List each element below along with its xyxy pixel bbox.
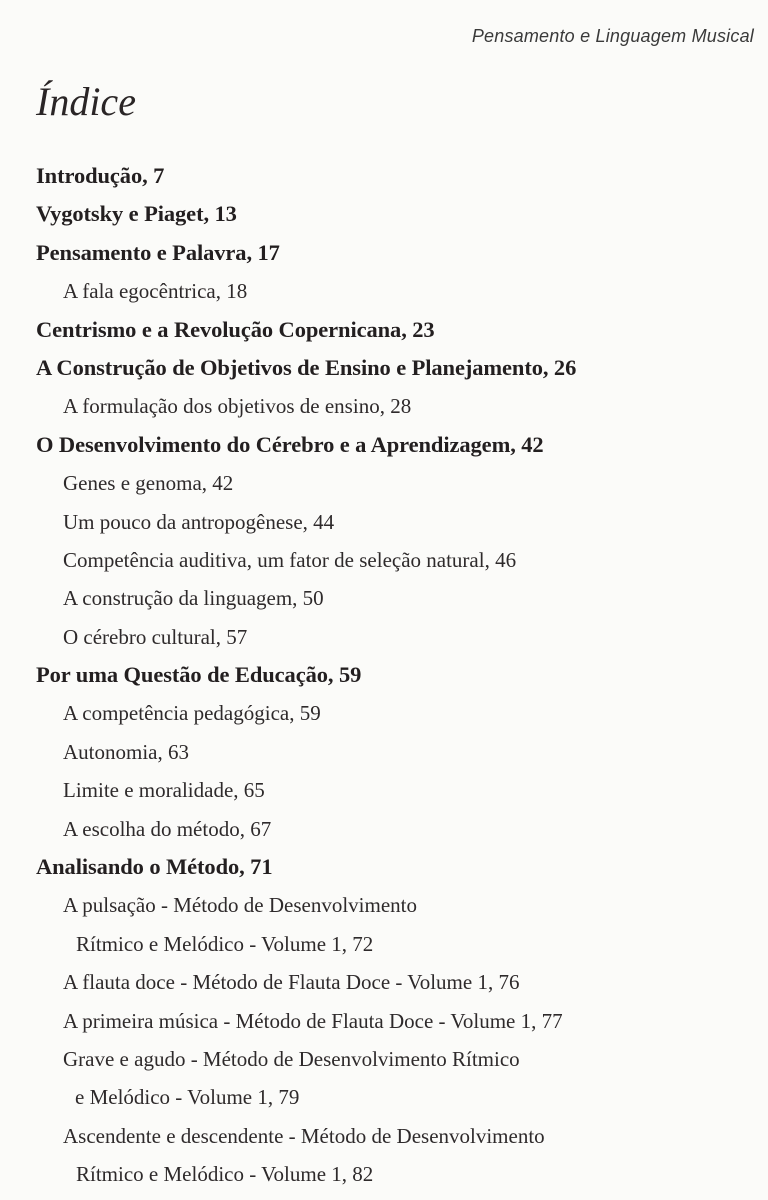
toc-section-ascendente-descendente-continuation: Rítmico e Melódico - Volume 1, 82	[76, 1162, 374, 1187]
toc-section-flauta-doce: A flauta doce - Método de Flauta Doce - Volume 1, 76	[63, 970, 520, 995]
index-title: Índice	[36, 79, 136, 124]
toc-chapter-questao-educacao: Por uma Questão de Educação, 59	[36, 662, 362, 688]
table-of-contents	[0, 157, 768, 1194]
toc-section-pulsacao: A pulsação - Método de Desenvolvimento	[63, 893, 418, 918]
toc-section-escolha-metodo: A escolha do método, 67	[63, 816, 272, 841]
toc-section-construcao-linguagem: A construção da linguagem, 50	[63, 586, 324, 611]
toc-section-autonomia: Autonomia, 63	[63, 739, 189, 764]
toc-section-antropogenese: Um pouco da antropogênese, 44	[63, 509, 335, 534]
toc-section-grave-agudo: Grave e agudo - Método de Desenvolvimento Rítmico	[63, 1046, 520, 1071]
toc-section-primeira-musica: A primeira música - Método de Flauta Doce - Volume 1, 77	[63, 1008, 563, 1033]
toc-section-cerebro-cultural: O cérebro cultural, 57	[63, 624, 248, 649]
toc-section-ascendente-descendente: Ascendente e descendente - Método de Desenvolvimento	[63, 1123, 545, 1148]
toc-section-limite-moralidade: Limite e moralidade, 65	[63, 778, 265, 803]
toc-section-competencia-auditiva: Competência auditiva, um fator de seleção natural, 46	[63, 547, 517, 572]
toc-section-grave-agudo-continuation: e Melódico - Volume 1, 79	[75, 1085, 300, 1110]
toc-section-formulacao-objetivos: A formulação dos objetivos de ensino, 28	[63, 394, 412, 419]
toc-section-genes-genoma: Genes e genoma, 42	[63, 471, 234, 496]
toc-chapter-pensamento-palavra: Pensamento e Palavra, 17	[36, 239, 280, 265]
toc-chapter-vygotsky-piaget: Vygotsky e Piaget, 13	[36, 201, 237, 227]
toc-chapter-centrismo: Centrismo e a Revolução Copernicana, 23	[36, 316, 435, 342]
toc-chapter-analisando-metodo: Analisando o Método, 71	[36, 854, 273, 880]
toc-section-competencia-pedagogica: A competência pedagógica, 59	[63, 701, 321, 726]
toc-section-fala-egocentrica: A fala egocêntrica, 18	[63, 279, 248, 304]
toc-chapter-desenvolvimento-cerebro: O Desenvolvimento do Cérebro e a Aprendizagem, 42	[36, 431, 544, 457]
toc-chapter-introducao: Introdução, 7	[36, 163, 165, 188]
running-header: Pensamento e Linguagem Musical	[471, 26, 754, 46]
toc-chapter-construcao-objetivos: A Construção de Objetivos de Ensino e Planejamento, 26	[36, 354, 577, 380]
toc-section-pulsacao-continuation: Rítmico e Melódico - Volume 1, 72	[76, 931, 374, 956]
